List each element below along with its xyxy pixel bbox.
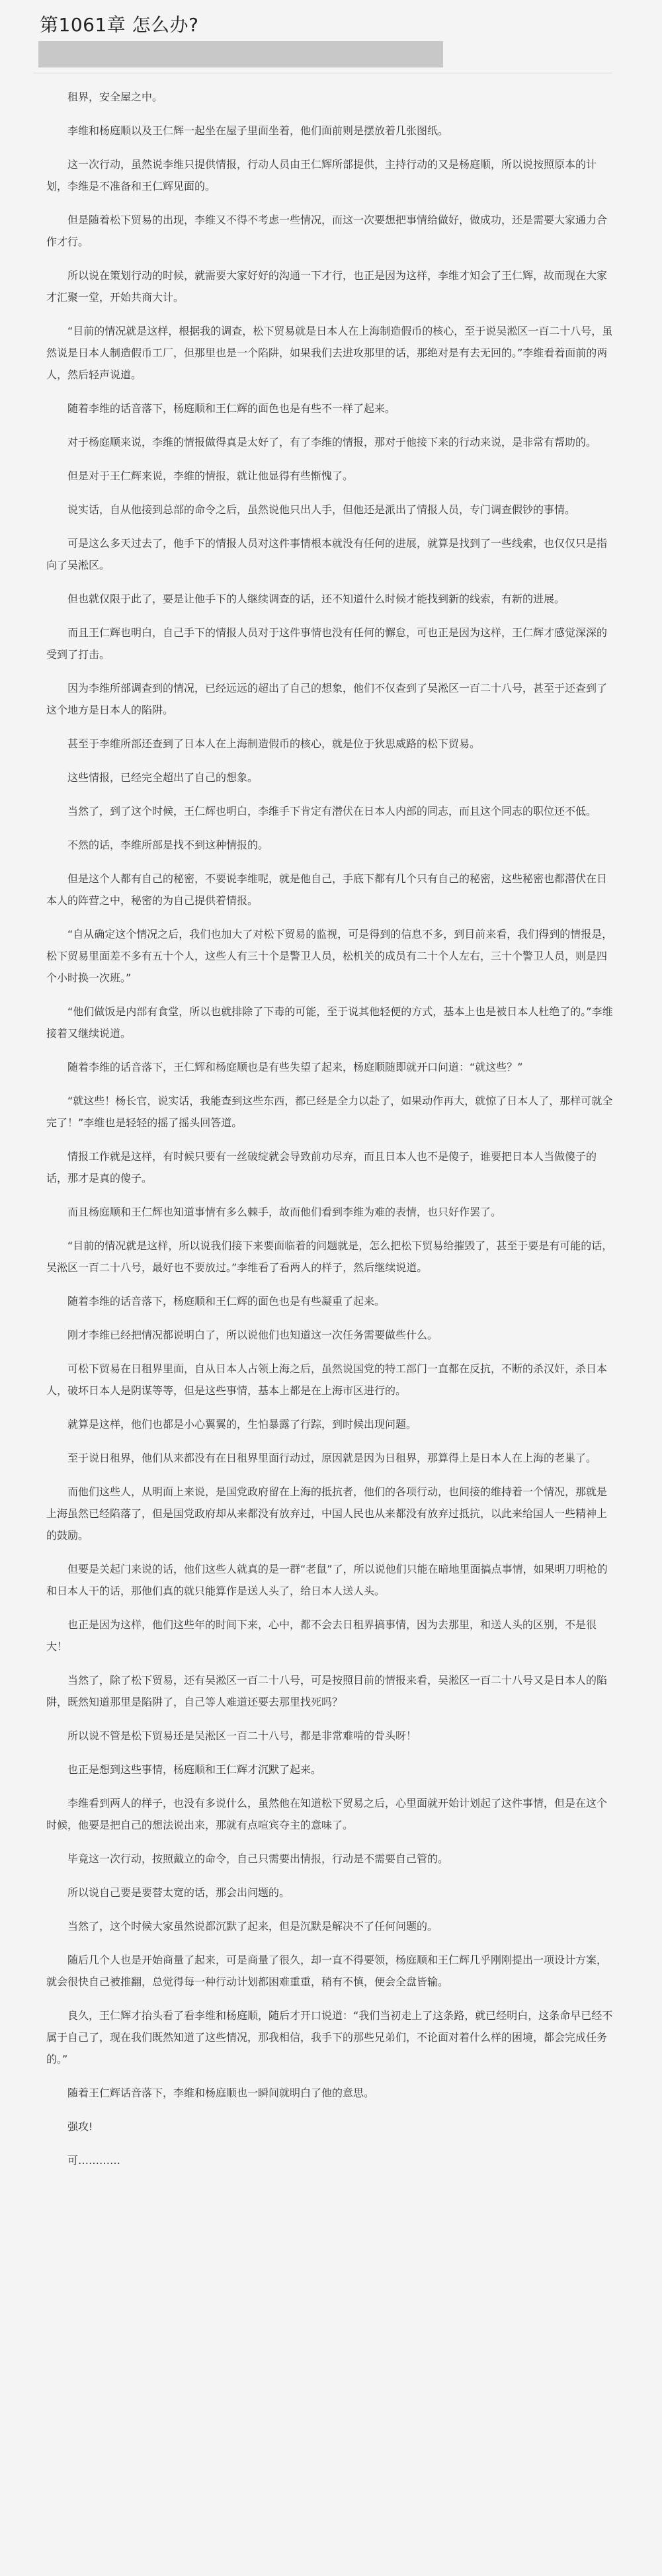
- paragraph: “目前的情况就是这样，所以说我们接下来要面临着的问题就是，怎么把松下贸易给摧毁了，甚至于要是有可能的话，吴淞区一百二十八号，最好也不要放过。”李维看了看两人的样子，然后继续说道。: [46, 1239, 613, 1274]
- paragraph: 可松下贸易在日租界里面，自从日本人占领上海之后，虽然说国党的特工部门一直都在反抗，不断的杀汉奸，杀日本人，破坏日本人是阴谋等等，但是这些事情，基本上都是在上海市区进行的。: [46, 1362, 608, 1397]
- paragraph: 当然了，这个时候大家虽然说都沉默了起来，但是沉默是解决不了任何问题的。: [67, 1920, 438, 1932]
- paragraph: 不然的话，李维所部是找不到这种情报的。: [67, 839, 269, 851]
- paragraph: 情报工作就是这样，有时候只要有一丝破绽就会导致前功尽弃，而且日本人也不是傻子，谁要把日本人当做傻子的话，那才是真的傻子。: [46, 1150, 597, 1184]
- paragraph: 所以说在策划行动的时候，就需要大家好好的沟通一下才行，也正是因为这样，李维才知会了王仁辉，故而现在大家才汇聚一堂，开始共商大计。: [46, 269, 608, 304]
- paragraph: 良久，王仁辉才抬头看了看李维和杨庭顺，随后才开口说道：“我们当初走上了这条路，就已经明白，这条命早已经不属于自己了，现在我们既然知道了这些情况，那我相信，我手下的那些兄弟们，不论面对着什么样的困境，都会完成任务的。”: [46, 2009, 613, 2065]
- paragraph: 甚至于李维所部还查到了日本人在上海制造假币的核心，就是位于狄思威路的松下贸易。: [67, 737, 481, 750]
- paragraph: 但要是关起门来说的话，他们这些人就真的是一群“老鼠”了，所以说他们只能在暗地里面搞点事情，如果明刀明枪的和日本人干的话，那他们真的就只能算作是送人头了，给日本人送人头。: [46, 1563, 608, 1597]
- paragraph: 而且王仁辉也明白，自己手下的情报人员对于这件事情也没有任何的懈怠，可也正是因为这样，王仁辉才感觉深深的受到了打击。: [46, 626, 608, 661]
- paragraph: 也正是因为这样，他们这些年的时间下来，心中，都不会去日租界搞事情，因为去那里，和送人头的区别，不是很大！: [46, 1618, 597, 1653]
- paragraph: 可是这么多天过去了，他手下的情报人员对这件事情根本就没有任何的进展，就算是找到了一些线索，也仅仅只是指向了吴淞区。: [46, 537, 608, 571]
- paragraph: 说实话，自从他接到总部的命令之后，虽然说他只出人手，但他还是派出了情报人员，专门调查假钞的事情。: [67, 503, 576, 516]
- paragraph: “就这些！杨长官，说实话，我能查到这些东西，都已经是全力以赴了，如果动作再大，就惊了日本人了，那样可就全完了！”李维也是轻轻的摇了摇头回答道。: [46, 1095, 613, 1129]
- paragraph: 毕竟这一次行动，按照戴立的命令，自己只需要出情报，行动是不需要自己管的。: [67, 1852, 449, 1865]
- paragraph: 所以说自己要是要替太宽的话，那会出问题的。: [67, 1886, 290, 1899]
- chapter-content: [46, 86, 615, 2183]
- paragraph: “自从确定这个情况之后，我们也加大了对松下贸易的监视，可是得到的信息不多，到目前来看，我们得到的情报是，松下贸易里面差不多有五十个人，这些人有三十个是警卫人员，松机关的成员有二十个人左右，三十个警卫人员，则是四个小时换一次班。”: [46, 928, 613, 984]
- paragraph: “目前的情况就是这样，根据我的调查，松下贸易就是日本人在上海制造假币的核心，至于说吴淞区一百二十八号，虽然说是日本人制造假币工厂，但那里也是一个陷阱，如果我们去进攻那里的话，那绝对是有去无回的。”李维看着面前的两人，然后轻声说道。: [46, 325, 613, 381]
- paragraph: 随后几个人也是开始商量了起来，可是商量了很久，却一直不得要领，杨庭顺和王仁辉几乎刚刚提出一项设计方案，就会很快自己被推翻，总觉得每一种行动计划都困难重重，稍有不慎，便会全盘皆输。: [46, 1954, 608, 1988]
- paragraph: 李维看到两人的样子，也没有多说什么，虽然他在知道松下贸易之后，心里面就开始计划起了这件事情，但是在这个时候，他要是把自己的想法说出来，那就有点喧宾夺主的意味了。: [46, 1797, 608, 1831]
- paragraph: 而且杨庭顺和王仁辉也知道事情有多么棘手，故而他们看到李维为难的表情，也只好作罢了。: [67, 1206, 502, 1218]
- paragraph: 至于说日租界，他们从来都没有在日租界里面行动过，原因就是因为日租界，那算得上是日本人在上海的老巢了。: [67, 1452, 597, 1464]
- paragraph: 这些情报，已经完全超出了自己的想象。: [67, 771, 259, 784]
- paragraph: 随着李维的话音落下，杨庭顺和王仁辉的面色也是有些凝重了起来。: [67, 1295, 386, 1308]
- paragraph: 对于杨庭顺来说，李维的情报做得真是太好了，有了李维的情报，那对于他接下来的行动来说，是非常有帮助的。: [67, 436, 597, 448]
- paragraph: 但是随着松下贸易的出现，李维又不得不考虑一些情况，而这一次要想把事情给做好，做成功，还是需要大家通力合作才行。: [46, 214, 608, 248]
- paragraph: 随着李维的话音落下，杨庭顺和王仁辉的面色也是有些不一样了起来。: [67, 402, 396, 415]
- paragraph: 随着李维的话音落下，王仁辉和杨庭顺也是有些失望了起来，杨庭顺随即就开口问道：“就这些？”: [67, 1061, 523, 1073]
- paragraph: 而他们这些人，从明面上来说，是国党政府留在上海的抵抗者，他们的各项行动，也间接的维持着一个情况，那就是上海虽然已经陷落了，但是国党政府却从来都没有放弃过，中国人民也从来都没有放弃过抵抗，以此来给国人一些精神上的鼓励。: [46, 1485, 608, 1542]
- paragraph: 但是这个人都有自己的秘密，不要说李维呢，就是他自己，手底下都有几个只有自己的秘密，这些秘密也都潜伏在日本人的阵营之中，秘密的为自己提供着情报。: [46, 872, 608, 907]
- paragraph: 这一次行动，虽然说李维只提供情报，行动人员由王仁辉所部提供，主持行动的又是杨庭顺，所以说按照原本的计划，李维是不准备和王仁辉见面的。: [46, 158, 597, 192]
- chapter-title: 第1061章 怎么办?: [40, 14, 199, 36]
- paragraph: “他们做饭是内部有食堂，所以也就排除了下毒的可能，至于说其他轻便的方式，基本上也是被日本人杜绝了的。”李维接着又继续说道。: [46, 1005, 613, 1040]
- paragraph: 刚才李维已经把情况都说明白了，所以说他们也知道这一次任务需要做些什么。: [67, 1329, 438, 1341]
- paragraph: 但也就仅限于此了，要是让他手下的人继续调查的话，还不知道什么时候才能找到新的线索，有新的进展。: [67, 593, 565, 605]
- paragraph: 也正是想到这些事情，杨庭顺和王仁辉才沉默了起来。: [67, 1763, 322, 1776]
- chapter-meta-bar: [38, 41, 443, 67]
- paragraph: 随着王仁辉话音落下，李维和杨庭顺也一瞬间就明白了他的意思。: [67, 2087, 375, 2099]
- paragraph: 租界，安全屋之中。: [67, 91, 163, 103]
- paragraph: 强攻!: [67, 2120, 93, 2133]
- paragraph: 就算是这样，他们也都是小心翼翼的，生怕暴露了行踪，到时候出现问题。: [67, 1418, 417, 1431]
- paragraph: 所以说不管是松下贸易还是吴淞区一百二十八号，都是非常难啃的骨头呀！: [67, 1729, 417, 1742]
- paragraph: 可…………: [67, 2154, 121, 2167]
- paragraph: 因为李维所部调查到的情况，已经远远的超出了自己的想象，他们不仅查到了吴淞区一百二十八号，甚至于还查到了这个地方是日本人的陷阱。: [46, 682, 608, 716]
- paragraph: 当然了，除了松下贸易，还有吴淞区一百二十八号，可是按照目前的情报来看，吴淞区一百二十八号又是日本人的陷阱，既然知道那里是陷阱了，自己等人难道还要去那里找死吗？: [46, 1674, 608, 1708]
- paragraph: 当然了，到了这个时候，王仁辉也明白，李维手下肯定有潜伏在日本人内部的同志，而且这个同志的职位还不低。: [67, 805, 597, 817]
- paragraph: 李维和杨庭顺以及王仁辉一起坐在屋子里面坐着，他们面前则是摆放着几张图纸。: [67, 124, 449, 137]
- paragraph: 但是对于王仁辉来说，李维的情报，就让他显得有些惭愧了。: [67, 470, 354, 482]
